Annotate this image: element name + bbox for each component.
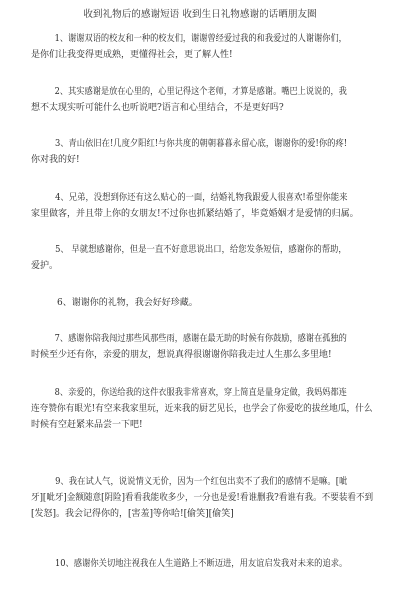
paragraph-8 [31, 385, 373, 433]
paragraph-line: 家里做客，并且带上你的女朋友!不过你也抓紧结婚了，毕竟婚姻才是爱情的归属。 [31, 209, 359, 219]
paragraph-4 [31, 190, 373, 222]
paragraph-line: 你对我的好! [31, 155, 80, 165]
document-title: 收到礼物后的感谢短语 收到生日礼物感谢的话晒朋友圈 [83, 9, 317, 20]
paragraph-line: 4、兄弟，没想到你还有这么贴心的一面，结婚礼物我跟爱人很喜欢!希望你能来 [55, 193, 348, 203]
paragraph-line: 10、感谢你关切地注视我在人生道路上不断迈进，用友谊启发我对未来的追求。 [54, 559, 348, 569]
paragraph-9 [31, 474, 373, 522]
paragraph-line: 6、谢谢你的礼物，我会好好珍藏。 [57, 298, 198, 308]
paragraph-line: 爱护。 [31, 261, 59, 271]
paragraph-1 [31, 31, 373, 63]
paragraph-line: 是你们让我变得更成熟，更懂得社会，更了解人性! [31, 50, 233, 60]
paragraph-line: 9、我在试人气，说说情义无价，因为一个红包出卖不了我们的感情不是嘛。[呲 [55, 477, 348, 487]
paragraph-2 [31, 84, 373, 116]
paragraph-line: 连夸赞你有眼光!有空来我家里玩，近来我的厨艺见长，也学会了你爱吃的拔丝地瓜，什么 [31, 404, 373, 414]
paragraph-line: 2、其实感谢是放在心里的，心里记得这个老师，才算是感谢。嘴巴上说说的，我 [54, 87, 347, 97]
paragraph-line: 3、青山依旧在!几度夕阳红!与你共度的朝朝暮暮永留心底，谢谢你的爱!你的疼! [54, 139, 348, 149]
paragraph-line: 时候至少还有你，亲爱的朋友，想说真得很谢谢你陪我走过人生那么多里地! [31, 350, 332, 360]
paragraph-line: [发怒]。我会记得你的，[害羞]等你哈![偷笑][偷笑] [31, 509, 234, 519]
paragraph-10 [31, 556, 373, 572]
paragraph-3 [31, 136, 373, 168]
paragraph-line: 想不太现实听可能什么也听说吧?语言和心里结合，不是更好吗? [31, 103, 284, 113]
paragraph-line: 时候有空赶紧来品尝一下吧! [31, 420, 143, 430]
paragraph-line: 7、感谢你陪我闯过那些风那些雨，感谢在最无助的时候有你鼓励，感谢在孤独的 [54, 334, 347, 344]
paragraph-line: 牙][呲牙]金额随意[阴险]看看我能收多少，一分也是爱!看谁删我?看谁有我。不要装看不到 [31, 493, 374, 503]
paragraph-7 [31, 331, 373, 363]
paragraph-line: 5、 早就想感谢你，但是一直不好意思说出口，给您发条短信，感谢你的帮助， [55, 245, 347, 255]
paragraph-5 [31, 242, 373, 274]
paragraph-line: 8、亲爱的，你送给我的这件衣服我非常喜欢，穿上简直是量身定做，我妈妈都连 [54, 388, 347, 398]
paragraph-6 [31, 295, 373, 311]
paragraph-line: 1、谢谢双语的校友和一种的校友们，谢谢曾经爱过我的和我爱过的人谢谢你们， [54, 34, 347, 44]
